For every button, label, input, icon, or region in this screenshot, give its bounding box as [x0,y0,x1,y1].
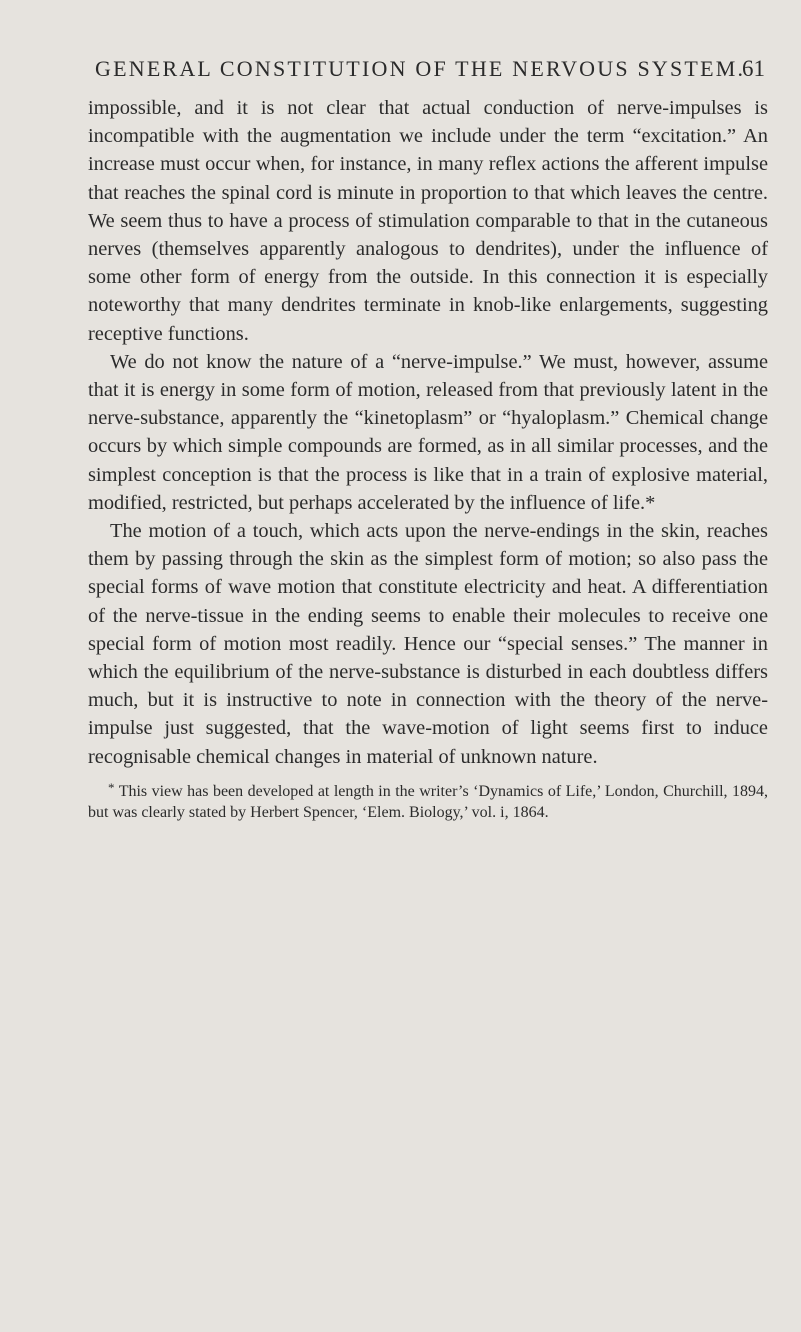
paragraph-2: We do not know the nature of a “nerve-impulse.” We must, however, assume that it is energy in some form of motion, released from that previously latent in the nerve-substance, apparently the “kinetoplasm” or “hyaloplasm.” Chemical change occurs by which simple compounds are formed, as in all similar processes, and the simplest conception is that the process is like that in a train of explosive material, modified, restricted, but perhaps accelerated by the influence of life.* [88,350,768,514]
footnote [88,777,768,823]
footnote-marker: * [108,779,115,795]
footnote-text: This view has been developed at length in the writer’s ‘Dynamics of Life,’ London, Churchill, 1894, but was clearly stated by Herbert Spencer, ‘Elem. Biology,’ vol. i, 1864. [88,782,769,821]
paragraph-3: The motion of a touch, which acts upon the nerve-endings in the skin, reaches them by passing through the skin as the simplest form of motion; so also pass the special forms of wave motion that constitute electricity and heat. A differentiation of the nerve-tissue in the ending seems to enable their molecules to receive one special form of motion most readily. Hence our “special senses.” The manner in which the equilibrium of the nerve-substance is disturbed in each doubtless differs much, but it is instructive to note in connection with the theory of the nerve-impulse just suggested, that the wave-motion of light seems first to induce recognisable chemical changes in material of unknown nature. [88,520,768,768]
body-text [88,94,768,823]
running-title: GENERAL CONSTITUTION OF THE NERVOUS SYSTEM. [95,56,746,81]
paragraph-1: impossible, and it is not clear that actual conduction of nerve-impulses is incompatible with the augmentation we include under the term “excitation.” An increase must occur when, for instance, in many reflex actions the afferent impulse that reaches the spinal cord is minute in proportion to that which leaves the centre. We seem thus to have a process of stimulation comparable to that in the cutaneous nerves (themselves apparently analogous to dendrites), under the influence of some other form of energy from the outside. In this connection it is especially noteworthy that many dendrites terminate in knob-like enlargements, suggesting receptive functions. [88,97,768,345]
running-head [95,56,765,86]
page-number: 61 [742,56,765,81]
